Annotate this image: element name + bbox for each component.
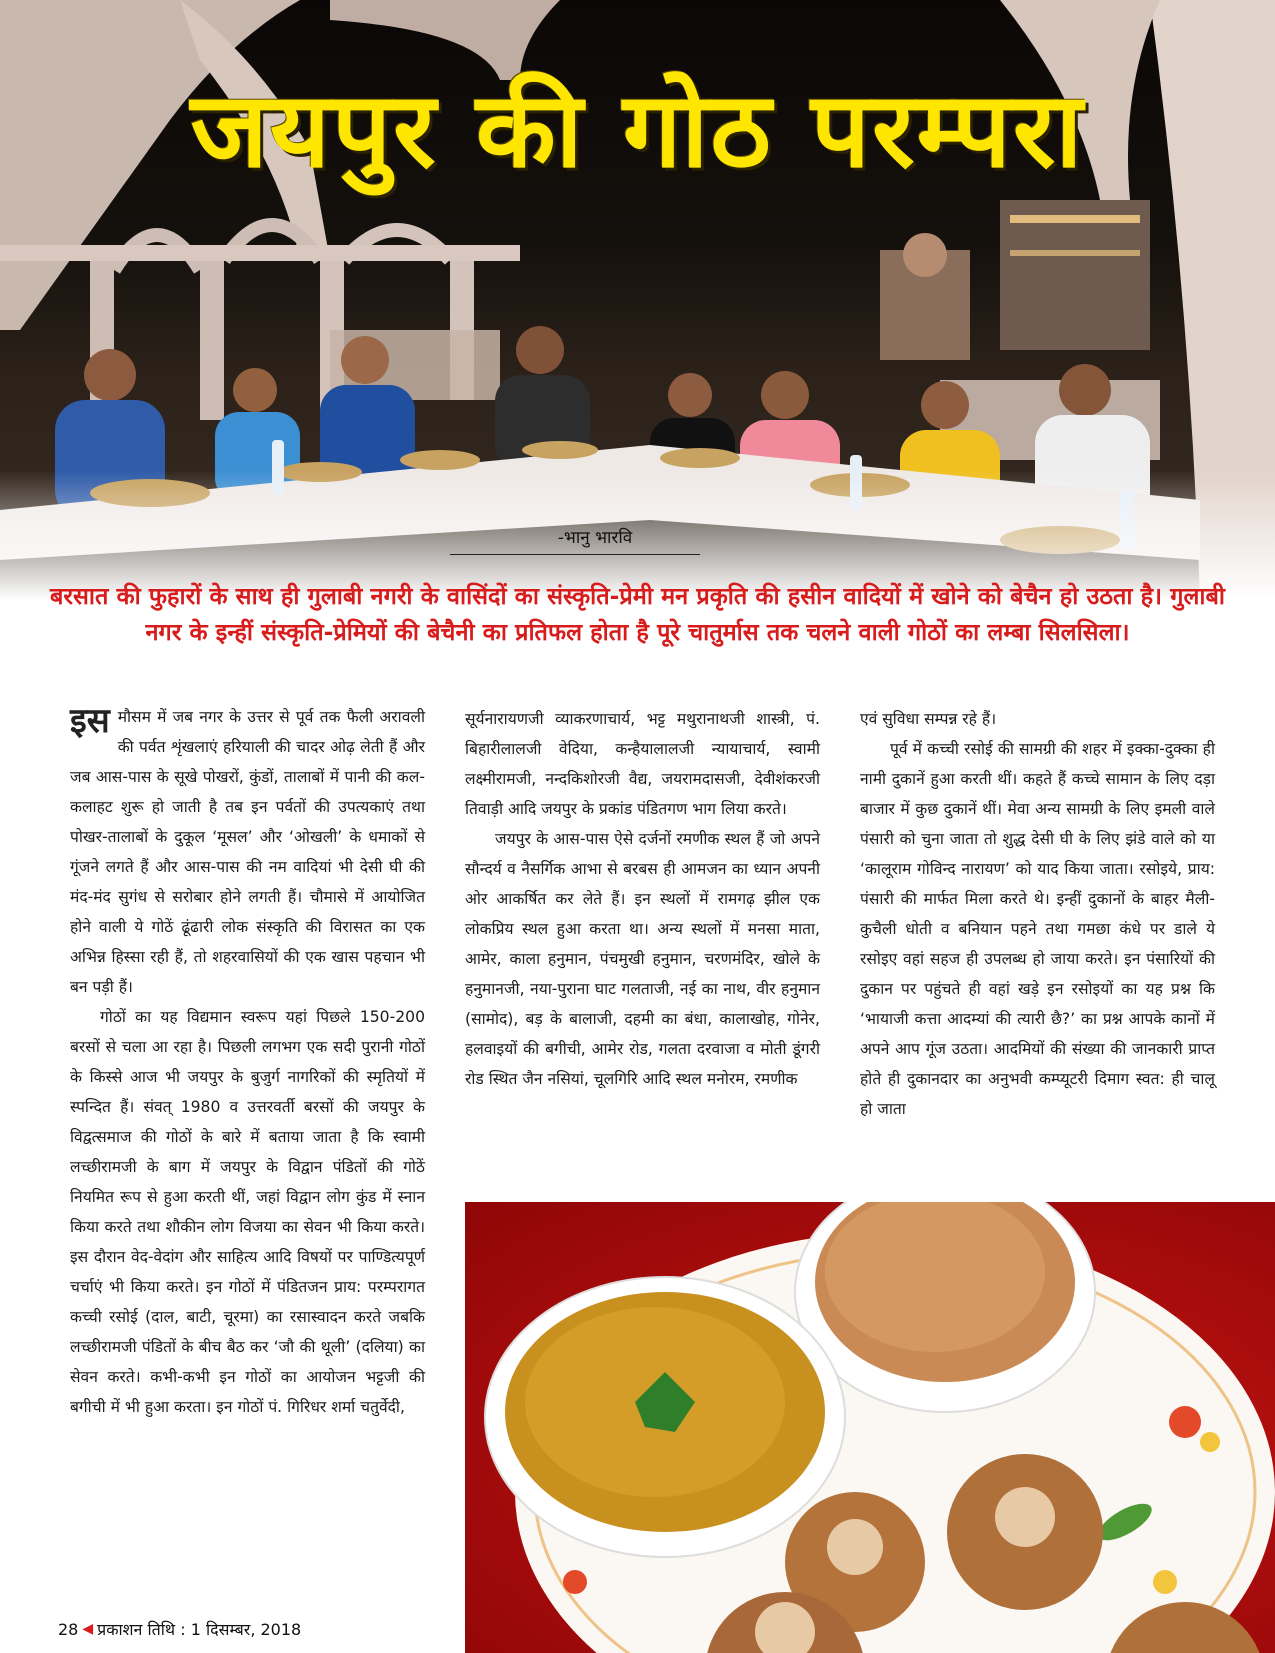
- hero-photo: [0, 0, 1275, 600]
- paragraph: गोठों का यह विद्यमान स्वरूप यहां पिछले 150-200 बरसों से चला आ रहा है। पिछली लगभग एक सदी पुरानी गोठों के किस्से आज भी जयपुर के बुजुर्ग नागरिकों की स्मृतियों में स्पन्दित हैं। संवत् 1980 व उत्तरवर्ती बरसों की जयपुर के विद्वत्समाज की गोठों के बारे में बताया जाता है कि स्वामी लच्छीरामजी के बाग में जयपुर के विद्वान पंडितों की गोठें नियमित रूप से हुआ करती थीं, जहां विद्वान लोग कुंड में स्नान किया करते तथा शौकीन लोग विजया का सेवन भी किया करते। इस दौरान वेद-वेदांग और साहित्य आदि विषयों पर पाण्डित्यपूर्ण चर्चाएं भी किया करते। इन गोठों में पंडितजन प्राय: परम्परागत कच्ची रसोई (दाल, बाटी, चूरमा) का रसास्वादन करते जबकि लच्छीरामजी पंडितों के बीच बैठ कर ‘जौ की थूली’ (दलिया) का सेवन करते। कभी-कभी इन गोठों का आयोजन भट्टजी की बगीची में भी हुआ करता। इन गोठों पं. गिरिधर शर्मा चतुर्वेदी,: [70, 1008, 425, 1416]
- pillar: [200, 250, 224, 420]
- paragraph: पूर्व में कच्ची रसोई की सामग्री की शहर में इक्का-दुक्का ही नामी दुकानें हुआ करती थीं। कहते हैं कच्चे सामान के लिए दड़ा बाजार में कुछ दुकानें थीं। मेवा अन्य सामग्री के लिए इमली वाले पंसारी को चुना जाता तो शुद्ध देसी घी के लिए झंडे वाले को या ‘कालूराम गोविन्द नारायण’ को याद किया जाता। रसोइये, प्राय: पंसारी की मार्फत मिला करते थे। इन्हीं दुकानों के बाहर मैली-कुचैली धोती व बनियान पहने तथा गमछा कंधे पर डाले ये रसोइए वहां सहज ही उपलब्ध हो जाया करते। इन पंसारियों की दुकान पर पहुंचते ही वहां खड़े इन रसोइयों का यह प्रश्न कि ‘भायाजी कत्ता आदम्यां की त्यारी छै?’ का प्रश्न आपके कानों में अपने आप गूंज उठता। आदमियों की संख्या की जानकारी प्राप्त होते ही दुकानदार का अनुभवी कम्प्यूटरी दिमाग स्वत: ही चालू हो जाता: [860, 740, 1215, 1118]
- column-2: [465, 704, 820, 1094]
- page-title: जयपुर की गोठ परम्परा: [190, 69, 1085, 191]
- paragraph-text: मौसम में जब नगर के उत्तर से पूर्व तक फैली अरावली की पर्वत शृंखलाएं हरियाली की चादर ओढ़ लेती हैं और जब आस-पास के सूखे पोखरों, कुंडों, तालाबों में पानी की कल-कलाहट शुरू हो जाती है तब इन पर्वतों की उपत्यकाएं तथा पोखर-तालाबों के दुकूल ‘मूसल’ और ‘ओखली’ के धमाकों से गूंजने लगते हैं और आस-पास की नम वादियां भी देसी घी की मंद-मंद सुगंध से सरोबार होने लगती हैं। चौमासे में आयोजित होने वाली ये गोठें ढूंढारी लोक संस्कृति की विरासत का एक अभिन्न हिस्सा रही हैं, तो शहरवासियों की एक खास पहचान भी बन पड़ी हैं।: [70, 708, 425, 996]
- column-3: [860, 704, 1215, 1124]
- drop-cap: इस: [70, 701, 110, 741]
- paragraph: [70, 702, 425, 1002]
- page-footer: [58, 1618, 301, 1640]
- column-1: [70, 702, 425, 1422]
- page-number: 28: [58, 1619, 79, 1639]
- arrow-icon: ◀: [82, 1621, 94, 1637]
- author-byline: -भानु भारवि: [450, 525, 700, 555]
- paragraph: एवं सुविधा सम्पन्न रहे हैं।: [860, 710, 997, 728]
- lead-paragraph: बरसात की फुहारों के साथ ही गुलाबी नगरी के वासिंदों का संस्कृति-प्रेमी मन प्रकृति की हसीन वादियों में खोने को बेचैन हो उठता है। गुलाबी नगर के इन्हीं संस्कृति-प्रेमियों की बेचैनी का प्रतिफल होता है पूरे चातुर्मास तक चलने वाली गोठों का लम्बा सिलसिला।: [50, 582, 1225, 646]
- food-photo: [465, 1202, 1275, 1653]
- dal-bati-churma-illustration: [465, 1202, 1275, 1653]
- publication-date: प्रकाशन तिथि : 1 दिसम्बर, 2018: [97, 1620, 302, 1639]
- paragraph: जयपुर के आस-पास ऐसे दर्जनों रमणीक स्थल हैं जो अपने सौन्दर्य व नैसर्गिक आभा से बरबस ही आमजन का ध्यान अपनी ओर आकर्षित कर लेते हैं। इन स्थलों में रामगढ़ झील एक लोकप्रिय स्थल हुआ करता था। अन्य स्थलों में मनसा माता, आमेर, काला हनुमान, पंचमुखी हनुमान, चरणमंदिर, खोले के हनुमानजी, नया-पुराना घाट गलताजी, नई का नाथ, वीर हनुमान (सामोद), बड़ के बालाजी, दहमी का बंधा, कालाखोह, गोनेर, हलवाइयों की बगीची, आमेर रोड, गलता दरवाजा व मोती डूंगरी रोड स्थित जैन नसियां, चूलगिरि आदि स्थल मनोरम, रमणीक: [465, 830, 820, 1088]
- paragraph: सूर्यनारायणजी व्याकरणाचार्य, भट्ट मथुरानाथजी शास्त्री, पं. बिहारीलालजी वेदिया, कन्हैयालालजी न्यायाचार्य, स्वामी लक्ष्मीरामजी, नन्दकिशोरजी वैद्य, जयरामदासजी, देवीशंकरजी तिवाड़ी आदि जयपुर के प्रकांड पंडितगण भाग लिया करते।: [465, 710, 820, 818]
